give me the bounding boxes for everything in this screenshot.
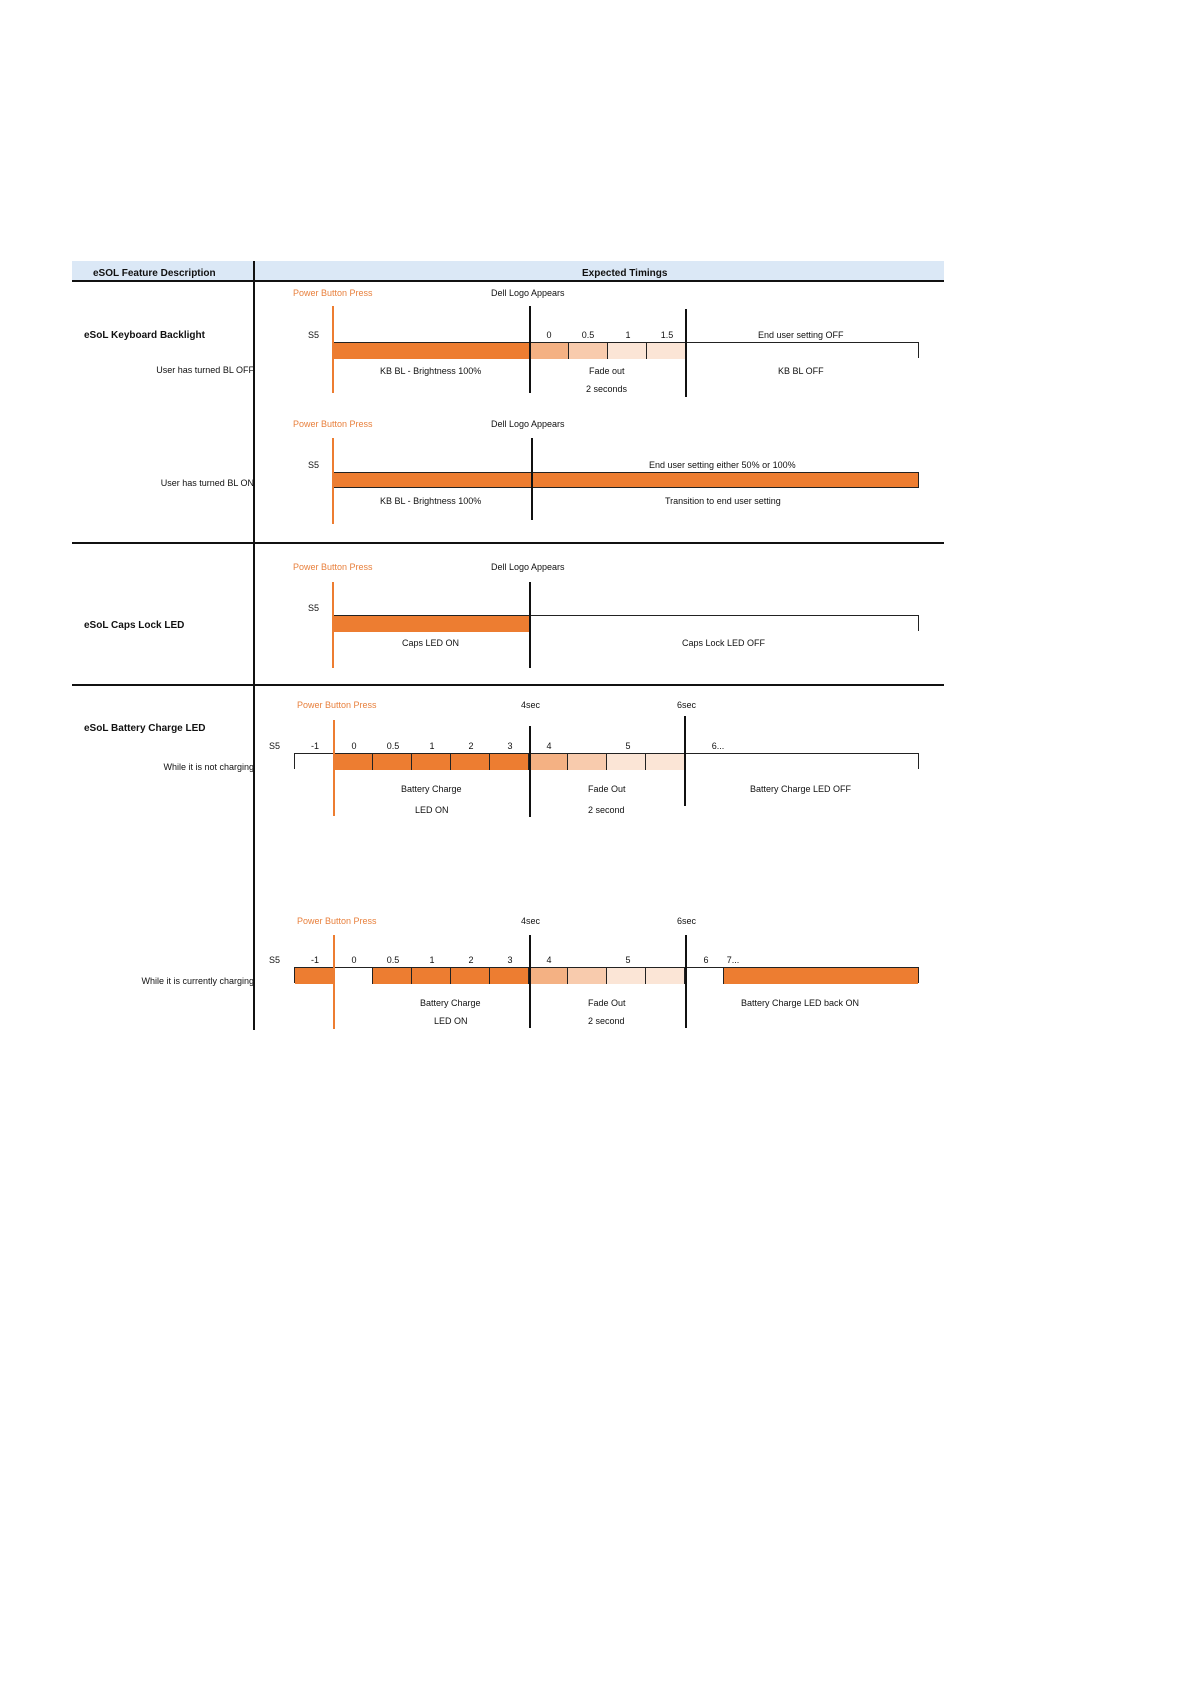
segment-6 [685,968,724,984]
tick-label: 2 [468,741,474,751]
kb-brightness-label: KB BL - Brightness 100% [380,496,482,506]
segment-fade-1 [608,343,647,359]
s5-label: S5 [308,330,320,340]
segment-1 [412,968,451,984]
power-press-marker [332,438,334,524]
segment-7 [724,968,918,984]
segment-4b [568,968,607,984]
tick-label: 0.5 [386,741,400,751]
led-on-label: LED ON [415,805,449,815]
time-6sec-label: 6sec [677,700,697,710]
s5-label: S5 [308,460,320,470]
logo-marker [531,438,533,520]
battery-charge-label: Battery Charge [401,784,462,794]
end-user-setting-off-label: End user setting OFF [758,330,844,340]
caps-led-on-label: Caps LED ON [402,638,460,648]
time-4sec-label: 4sec [521,700,541,710]
battery-charge-title: eSoL Battery Charge LED [84,723,206,734]
segment-0 [334,754,373,770]
segment-minus1 [295,968,334,984]
time-6sec-marker [684,716,686,806]
power-button-press-label: Power Button Press [293,419,373,429]
segment-off [686,343,918,359]
caps-led-off-label: Caps Lock LED OFF [682,638,766,648]
tick-label: 5 [625,741,631,751]
power-press-marker [332,582,334,668]
tick-label: 0 [351,741,357,751]
fade-end-marker [685,309,687,397]
tick-label: 1.5 [660,330,674,340]
feature-column-header: eSOL Feature Description [93,268,216,279]
header-rule [72,280,944,282]
dell-logo-appears-label: Dell Logo Appears [491,419,565,429]
time-6sec-label: 6sec [677,916,697,926]
tick-label: 2 [468,955,474,965]
segment-6 [685,754,918,770]
power-button-press-label: Power Button Press [297,700,377,710]
tick-label: 0 [351,955,357,965]
segment-0 [334,968,373,984]
segment-brightness-100 [333,343,530,359]
power-press-marker [332,306,334,393]
transition-label: Transition to end user setting [665,496,781,506]
section-divider-1 [72,542,944,544]
segment-fade-05 [569,343,608,359]
segment-1 [412,754,451,770]
fade-out-label: Fade Out [588,784,626,794]
segment-5 [607,968,646,984]
keyboard-backlight-title: eSoL Keyboard Backlight [84,330,205,341]
power-button-press-label: Power Button Press [293,562,373,572]
time-4sec-label: 4sec [521,916,541,926]
s5-label: S5 [269,741,281,751]
kb-on-timeline-bar [332,472,919,488]
tick-label: -1 [310,741,320,751]
tick-label: 4 [546,955,552,965]
segment-fade-15 [647,343,686,359]
tick-label: 0.5 [581,330,595,340]
condition-not-charging: While it is not charging [163,762,254,772]
tick-label: 4 [546,741,552,751]
kb-brightness-label: KB BL - Brightness 100% [380,366,482,376]
segment-05 [373,754,412,770]
tick-label: 5 [625,955,631,965]
fade-duration-label: 2 seconds [586,384,628,394]
fade-out-label: Fade out [589,366,625,376]
column-divider [253,261,255,1030]
tick-label: 1 [429,955,435,965]
tick-label: 3 [507,955,513,965]
tick-label: 1 [625,330,631,340]
time-6sec-marker [685,935,687,1028]
led-on-label: LED ON [434,1016,468,1026]
battery-led-back-on-label: Battery Charge LED back ON [741,998,860,1008]
segment-4 [529,754,568,770]
segment-5b [646,754,685,770]
power-press-marker [333,720,335,816]
power-button-press-label: Power Button Press [297,916,377,926]
time-4sec-marker [529,935,531,1028]
tick-label: 3 [507,741,513,751]
segment-5 [607,754,646,770]
segment-fade-0 [530,343,569,359]
condition-charging: While it is currently charging [141,976,254,986]
section-divider-2 [72,684,944,686]
tick-label: 0 [546,330,552,340]
s5-label: S5 [269,955,281,965]
segment-2 [451,968,490,984]
fade-duration-label: 2 second [588,1016,625,1026]
tick-label: 7... [726,955,740,965]
fade-duration-label: 2 second [588,805,625,815]
segment-05 [373,968,412,984]
caps-lock-title: eSoL Caps Lock LED [84,620,185,631]
segment-caps-off [530,616,918,632]
tick-label: -1 [310,955,320,965]
tick-label: 6 [703,955,709,965]
fade-out-label: Fade Out [588,998,626,1008]
tick-label: 0.5 [386,955,400,965]
tick-label: 6... [711,741,725,751]
timing-column-header: Expected Timings [582,268,668,279]
segment-3 [490,968,529,984]
battery-charging-bar [294,967,919,983]
condition-bl-on: User has turned BL ON [160,478,254,488]
dell-logo-appears-label: Dell Logo Appears [491,288,565,298]
s5-label: S5 [308,603,320,613]
time-4sec-marker [529,726,531,817]
logo-marker [529,582,531,668]
condition-bl-off: User has turned BL OFF [156,365,254,375]
power-button-press-label: Power Button Press [293,288,373,298]
segment-3 [490,754,529,770]
end-user-setting-label: End user setting either 50% or 100% [649,460,796,470]
segment-4 [529,968,568,984]
segment-caps-on [333,616,530,632]
battery-charge-label: Battery Charge [420,998,481,1008]
battery-not-charging-bar [294,753,919,769]
segment-minus1 [295,754,334,770]
kb-bl-off-label: KB BL OFF [778,366,824,376]
segment-2 [451,754,490,770]
logo-marker [529,306,531,393]
segment-4b [568,754,607,770]
caps-timeline-bar [332,615,919,631]
segment-5b [646,968,685,984]
dell-logo-appears-label: Dell Logo Appears [491,562,565,572]
power-press-marker [333,935,335,1029]
kb-off-timeline-bar [332,342,919,358]
battery-led-off-label: Battery Charge LED OFF [750,784,852,794]
tick-label: 1 [429,741,435,751]
